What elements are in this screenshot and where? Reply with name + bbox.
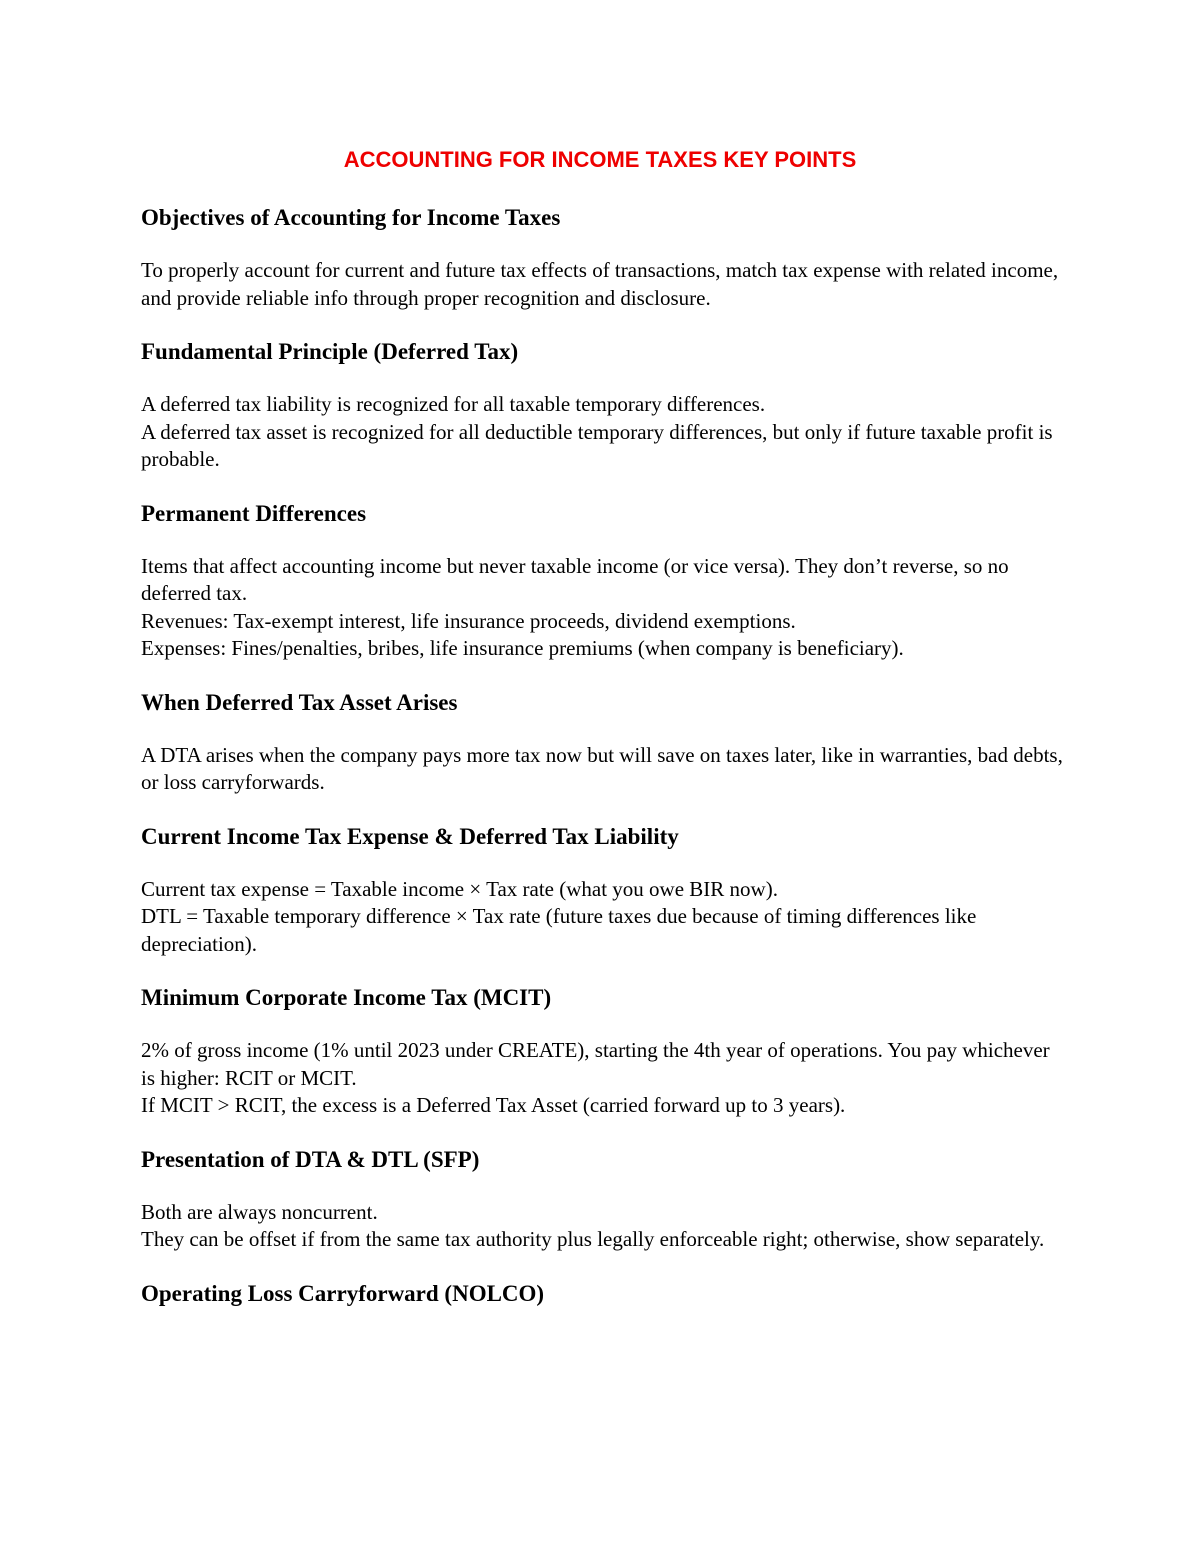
- paragraph: They can be offset if from the same tax authority plus legally enforceable right; otherwise, show separately.: [141, 1227, 1045, 1251]
- section-body: [141, 553, 1066, 663]
- section-body: [141, 742, 1066, 797]
- section-body: [141, 257, 1066, 312]
- section-objectives: [141, 203, 1066, 312]
- section-permanent-differences: [141, 499, 1066, 663]
- section-fundamental-principle: [141, 337, 1066, 474]
- paragraph: Items that affect accounting income but never taxable income (or vice versa). They don’t reverse, so no deferred tax.: [141, 553, 1009, 605]
- paragraph: DTL = Taxable temporary difference × Tax rate (future taxes due because of timing differences like depreciation).: [141, 904, 977, 956]
- paragraph: Current tax expense = Taxable income × Tax rate (what you owe BIR now).: [141, 876, 778, 901]
- paragraph: If MCIT > RCIT, the excess is a Deferred Tax Asset (carried forward up to 3 years).: [141, 1093, 846, 1117]
- section-heading: Objectives of Accounting for Income Taxes: [141, 205, 561, 230]
- section-heading: When Deferred Tax Asset Arises: [141, 689, 458, 715]
- section-heading: Minimum Corporate Income Tax (MCIT): [141, 985, 552, 1010]
- section-heading: Presentation of DTA & DTL (SFP): [141, 1146, 480, 1172]
- section-current-income-tax: [141, 822, 1066, 959]
- section-heading: Operating Loss Carryforward (NOLCO): [141, 1280, 545, 1306]
- section-presentation: [141, 1145, 1066, 1254]
- section-body: [141, 1037, 1066, 1120]
- document-title: ACCOUNTING FOR INCOME TAXES KEY POINTS: [343, 147, 857, 172]
- section-body: [141, 876, 1066, 959]
- section-body: [141, 1199, 1066, 1254]
- section-heading: Fundamental Principle (Deferred Tax): [141, 339, 519, 364]
- paragraph: To properly account for current and future tax effects of transactions, match tax expense with related income, and provide reliable info through proper recognition and disclosure.: [141, 258, 1059, 310]
- paragraph: A DTA arises when the company pays more tax now but will save on taxes later, like in warranties, bad debts, or loss carryforwards.: [141, 742, 1063, 794]
- paragraph: A deferred tax liability is recognized for all taxable temporary differences.: [141, 392, 766, 416]
- document-body: [141, 203, 1066, 1334]
- section-nolco: [141, 1279, 1066, 1309]
- paragraph: 2% of gross income (1% until 2023 under CREATE), starting the 4th year of operations. You pay whichever is higher: RCIT or MCIT.: [141, 1038, 1050, 1090]
- section-body: [141, 391, 1066, 474]
- paragraph: Revenues: Tax-exempt interest, life insurance proceeds, dividend exemptions.: [141, 608, 796, 633]
- section-deferred-tax-asset: [141, 688, 1066, 797]
- paragraph: Expenses: Fines/penalties, bribes, life insurance premiums (when company is beneficiary).: [141, 636, 904, 660]
- paragraph: A deferred tax asset is recognized for all deductible temporary differences, but only if future taxable profit is probable.: [141, 419, 1053, 471]
- section-mcit: [141, 983, 1066, 1120]
- section-heading: Permanent Differences: [141, 500, 367, 526]
- paragraph: Both are always noncurrent.: [141, 1199, 378, 1224]
- section-heading: Current Income Tax Expense & Deferred Tax Liability: [141, 823, 679, 849]
